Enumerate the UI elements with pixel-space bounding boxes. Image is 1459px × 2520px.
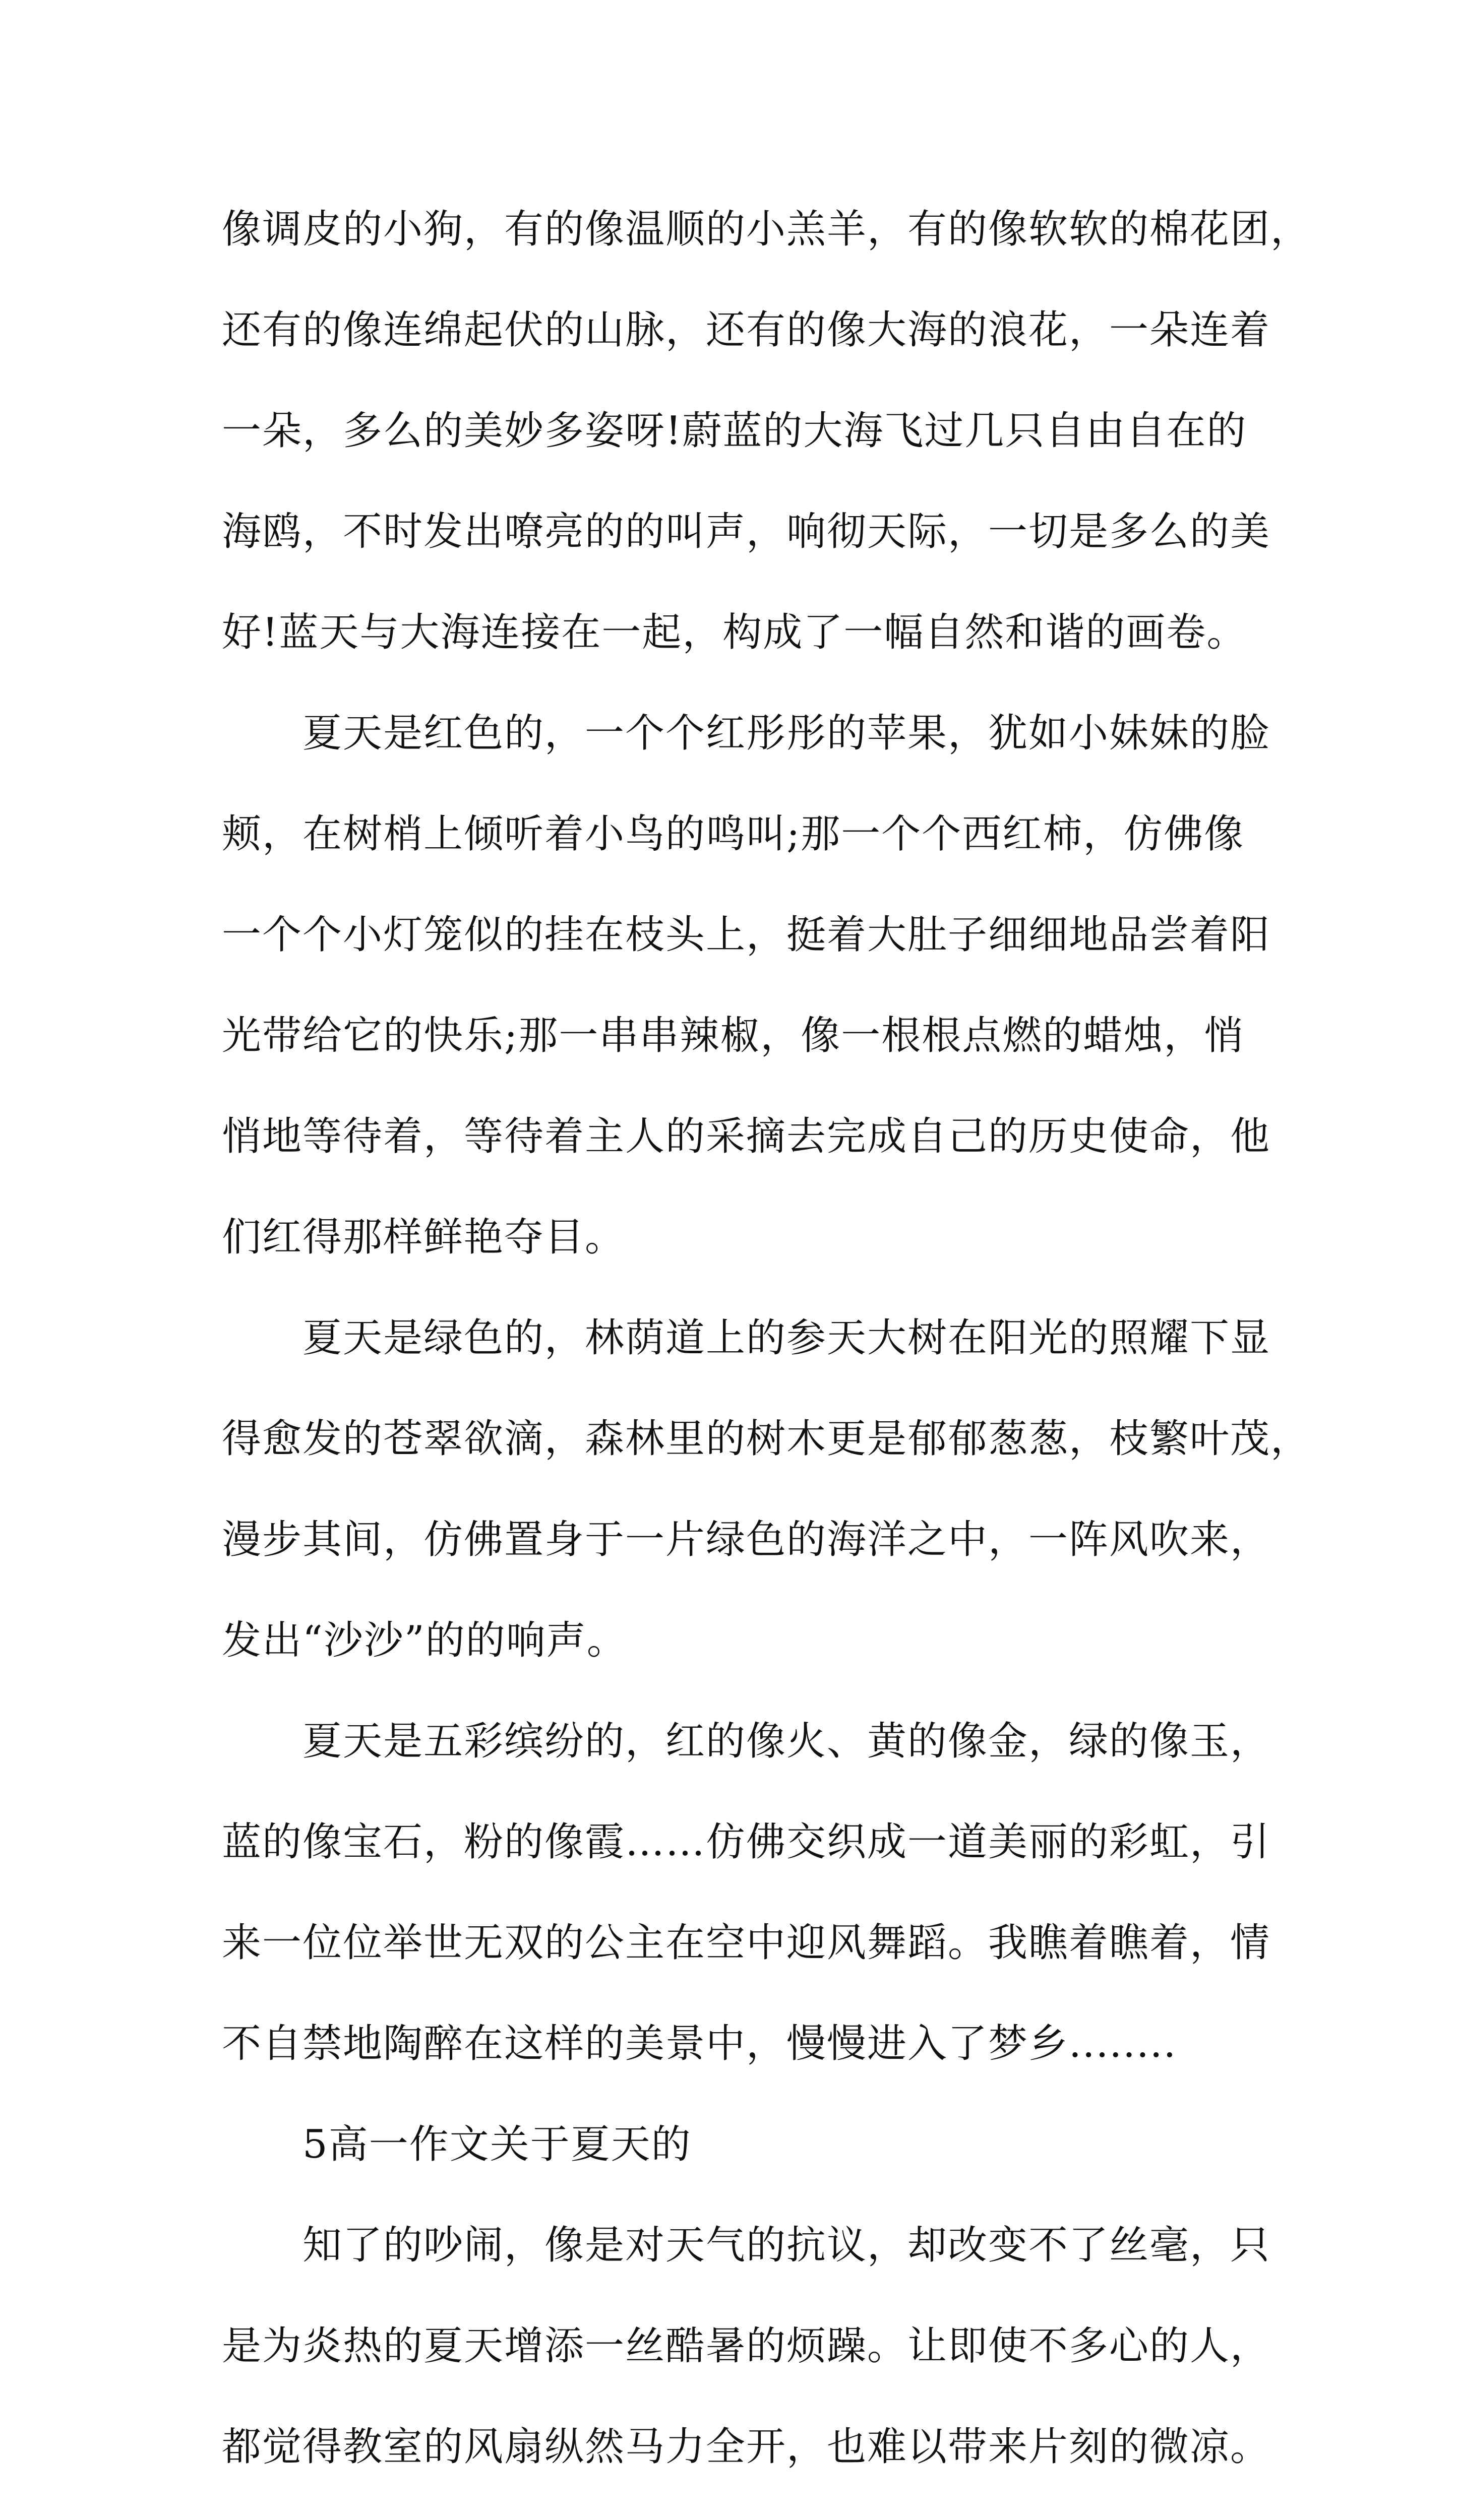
text-line: 不自禁地陶醉在这样的美景中，慢慢进入了梦乡........ bbox=[222, 2021, 1177, 2066]
text-line: 发出“沙沙”的的响声。 bbox=[222, 1618, 627, 1663]
text-line: 还有的像连绵起伏的山脉，还有的像大海的浪花，一朵连着 bbox=[222, 307, 1271, 353]
paragraph-start-line: 夏天是绿色的，林荫道上的参天大树在阳光的照耀下显 bbox=[302, 1315, 1271, 1361]
text-line: 光带给它的快乐;那一串串辣椒，像一根根点燃的蜡烛，悄 bbox=[222, 1013, 1245, 1058]
text-line: 好!蓝天与大海连接在一起，构成了一幅自然和谐的画卷。 bbox=[222, 610, 1247, 655]
section-heading: 5高一作文关于夏天的 bbox=[302, 2122, 692, 2167]
paragraph-start-line: 夏天是红色的，一个个红彤彤的苹果，犹如小妹妹的脸 bbox=[302, 711, 1271, 756]
text-line: 像调皮的小狗，有的像温顺的小羔羊，有的像软软的棉花团， bbox=[222, 207, 1311, 252]
text-line: 漫步其间，仿佛置身于一片绿色的海洋之中，一阵风吹来， bbox=[222, 1517, 1271, 1562]
text-line: 来一位位举世无双的公主在空中迎风舞蹈。我瞧着瞧着，情 bbox=[222, 1920, 1271, 1966]
text-line: 颊，在树梢上倾听着小鸟的鸣叫;那一个个西红柿，仿佛像 bbox=[222, 811, 1245, 857]
text-line: 得愈发的苍翠欲滴，森林里的树木更是郁郁葱葱，枝繁叶茂， bbox=[222, 1416, 1311, 1462]
text-line: 一朵，多么的美妙多姿呀!蔚蓝的大海飞过几只自由自在的 bbox=[222, 408, 1247, 454]
text-line: 都觉得教室的风扇纵然马力全开，也难以带来片刻的微凉。 bbox=[222, 2424, 1271, 2470]
text-line: 悄地等待着，等待着主人的采摘去完成自己的历史使命，他 bbox=[222, 1114, 1271, 1159]
text-line: 是为炎热的夏天增添一丝酷暑的烦躁。让即使不多心的人， bbox=[222, 2323, 1271, 2369]
text-line: 们红得那样鲜艳夺目。 bbox=[222, 1215, 626, 1260]
paragraph-start-line: 夏天是五彩缤纷的，红的像火、黄的像金，绿的像玉， bbox=[302, 1719, 1271, 1764]
paragraph-start-line: 知了的吵闹，像是对天气的抗议，却改变不了丝毫，只 bbox=[302, 2223, 1271, 2268]
text-line: 蓝的像宝石，粉的像霞……仿佛交织成一道美丽的彩虹，引 bbox=[222, 1819, 1271, 1865]
text-line: 海鸥，不时发出嘹亮的的叫声，响彻天际，一切是多么的美 bbox=[222, 509, 1271, 554]
article-body bbox=[222, 179, 1311, 2520]
text-line bbox=[222, 2497, 1250, 2520]
text-line: 一个个小灯笼似的挂在枝头上，挺着大肚子细细地品尝着阳 bbox=[222, 912, 1271, 958]
